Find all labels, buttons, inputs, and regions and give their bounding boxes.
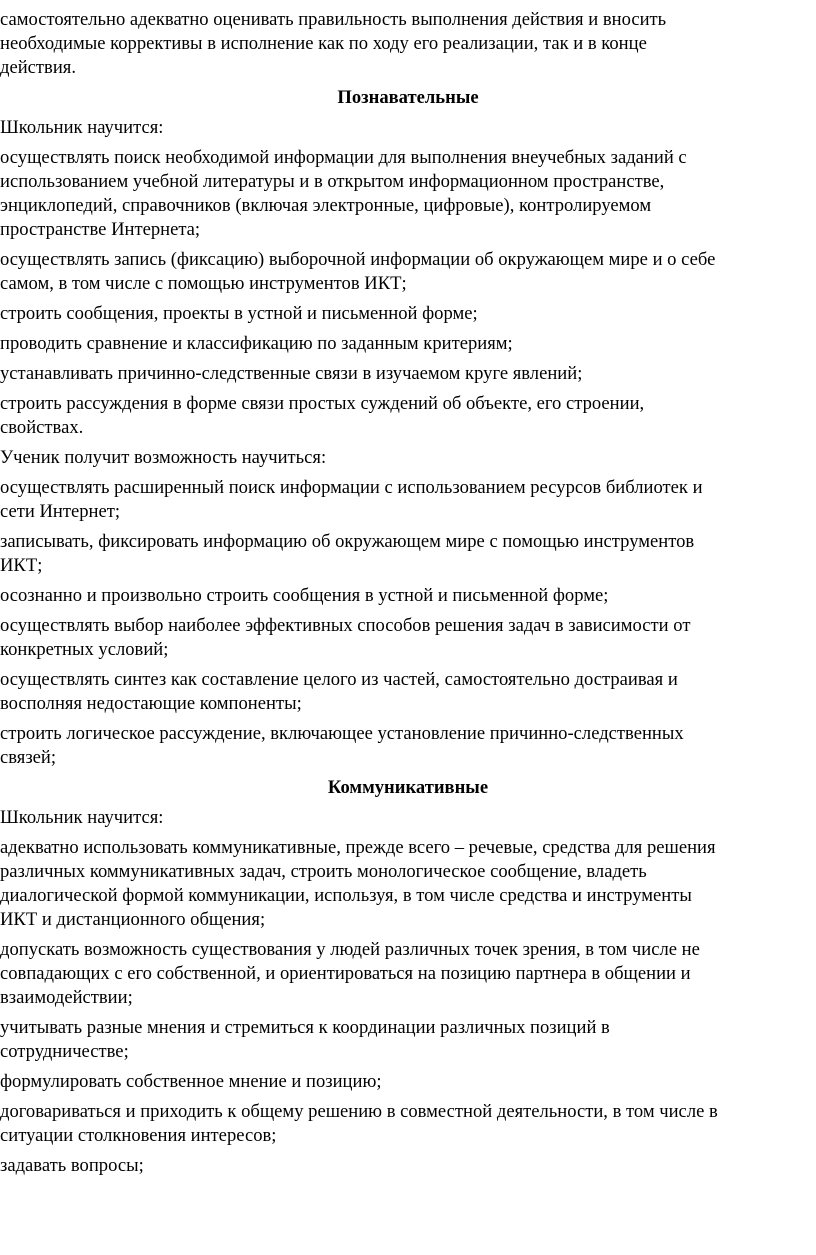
text-line: адекватно использовать коммуникативные, прежде всего – речевые, средства для решения: [0, 837, 716, 858]
paragraph: [0, 446, 812, 470]
text-line: допускать возможность существования у людей различных точек зрения, в том числе не: [0, 939, 700, 960]
text-line: использованием учебной литературы и в открытом информационном пространстве,: [0, 171, 665, 192]
text-line: устанавливать причинно-следственные связи в изучаемом круге явлений;: [0, 363, 583, 384]
paragraph: [0, 584, 812, 608]
text-line: осуществлять расширенный поиск информации с использованием ресурсов библиотек и: [0, 477, 703, 498]
text-line: Школьник научится:: [0, 117, 164, 138]
text-line: задавать вопросы;: [0, 1155, 144, 1176]
text-line: формулировать собственное мнение и позицию;: [0, 1071, 382, 1092]
text-line: проводить сравнение и классификацию по заданным критериям;: [0, 333, 513, 354]
paragraph: [0, 1154, 812, 1178]
paragraph: [0, 1016, 812, 1064]
paragraph: [0, 146, 812, 242]
text-line: ИКТ и дистанционного общения;: [0, 909, 266, 930]
text-line: строить сообщения, проекты в устной и письменной форме;: [0, 303, 478, 324]
paragraph: [0, 668, 812, 716]
text-line: самом, в том числе с помощью инструментов ИКТ;: [0, 273, 407, 294]
text-line: строить логическое рассуждение, включающее установление причинно-следственных: [0, 723, 684, 744]
text-line: записывать, фиксировать информацию об окружающем мире с помощью инструментов: [0, 531, 695, 552]
paragraph: [0, 116, 812, 140]
paragraph: [0, 836, 812, 932]
text-line: энциклопедий, справочников (включая электронные, цифровые), контролируемом: [0, 195, 652, 216]
text-line: Познавательные: [337, 87, 479, 108]
text-line: осуществлять поиск необходимой информации для выполнения внеучебных заданий с: [0, 147, 687, 168]
text-line: осуществлять выбор наиболее эффективных способов решения задач в зависимости от: [0, 615, 691, 636]
paragraph: [0, 938, 812, 1010]
paragraph: [0, 1100, 812, 1148]
text-line: договариваться и приходить к общему решению в совместной деятельности, в том числе в: [0, 1101, 718, 1122]
paragraph: [0, 332, 812, 356]
text-line: действия.: [0, 57, 76, 78]
text-line: связей;: [0, 747, 57, 768]
text-line: осознанно и произвольно строить сообщения в устной и письменной форме;: [0, 585, 609, 606]
text-line: сотрудничестве;: [0, 1041, 129, 1062]
text-line: Коммуникативные: [327, 777, 489, 798]
paragraph: [0, 362, 812, 386]
paragraph: [0, 1070, 812, 1094]
paragraph: [0, 722, 812, 770]
paragraph: [0, 530, 812, 578]
text-line: конкретных условий;: [0, 639, 169, 660]
paragraph: [0, 248, 812, 296]
text-line: необходимые коррективы в исполнение как по ходу его реализации, так и в конце: [0, 33, 647, 54]
text-line: строить рассуждения в форме связи простых суждений об объекте, его строении,: [0, 393, 645, 414]
text-line: взаимодействии;: [0, 987, 133, 1008]
text-line: восполняя недостающие компоненты;: [0, 693, 302, 714]
section-heading: [0, 776, 816, 800]
text-line: Школьник научится:: [0, 807, 164, 828]
text-line: Ученик получит возможность научиться:: [0, 447, 327, 468]
text-line: ИКТ;: [0, 555, 43, 576]
text-line: учитывать разные мнения и стремиться к координации различных позиций в: [0, 1017, 610, 1038]
text-line: сети Интернет;: [0, 501, 121, 522]
paragraph: [0, 806, 812, 830]
paragraph: [0, 392, 812, 440]
paragraph: [0, 302, 812, 326]
text-line: самостоятельно адекватно оценивать правильность выполнения действия и вносить: [0, 9, 667, 30]
text-line: осуществлять синтез как составление целого из частей, самостоятельно достраивая и: [0, 669, 678, 690]
text-line: различных коммуникативных задач, строить монологическое сообщение, владеть: [0, 861, 647, 882]
paragraph: [0, 8, 812, 80]
text-line: осуществлять запись (фиксацию) выборочной информации об окружающем мире и о себе: [0, 249, 716, 270]
section-heading: [0, 86, 816, 110]
text-line: ситуации столкновения интересов;: [0, 1125, 277, 1146]
text-line: пространстве Интернета;: [0, 219, 201, 240]
text-line: совпадающих с его собственной, и ориентироваться на позицию партнера в общении и: [0, 963, 691, 984]
paragraph: [0, 476, 812, 524]
text-line: диалогической формой коммуникации, используя, в том числе средства и инструменты: [0, 885, 692, 906]
text-line: свойствах.: [0, 417, 84, 438]
paragraph: [0, 614, 812, 662]
